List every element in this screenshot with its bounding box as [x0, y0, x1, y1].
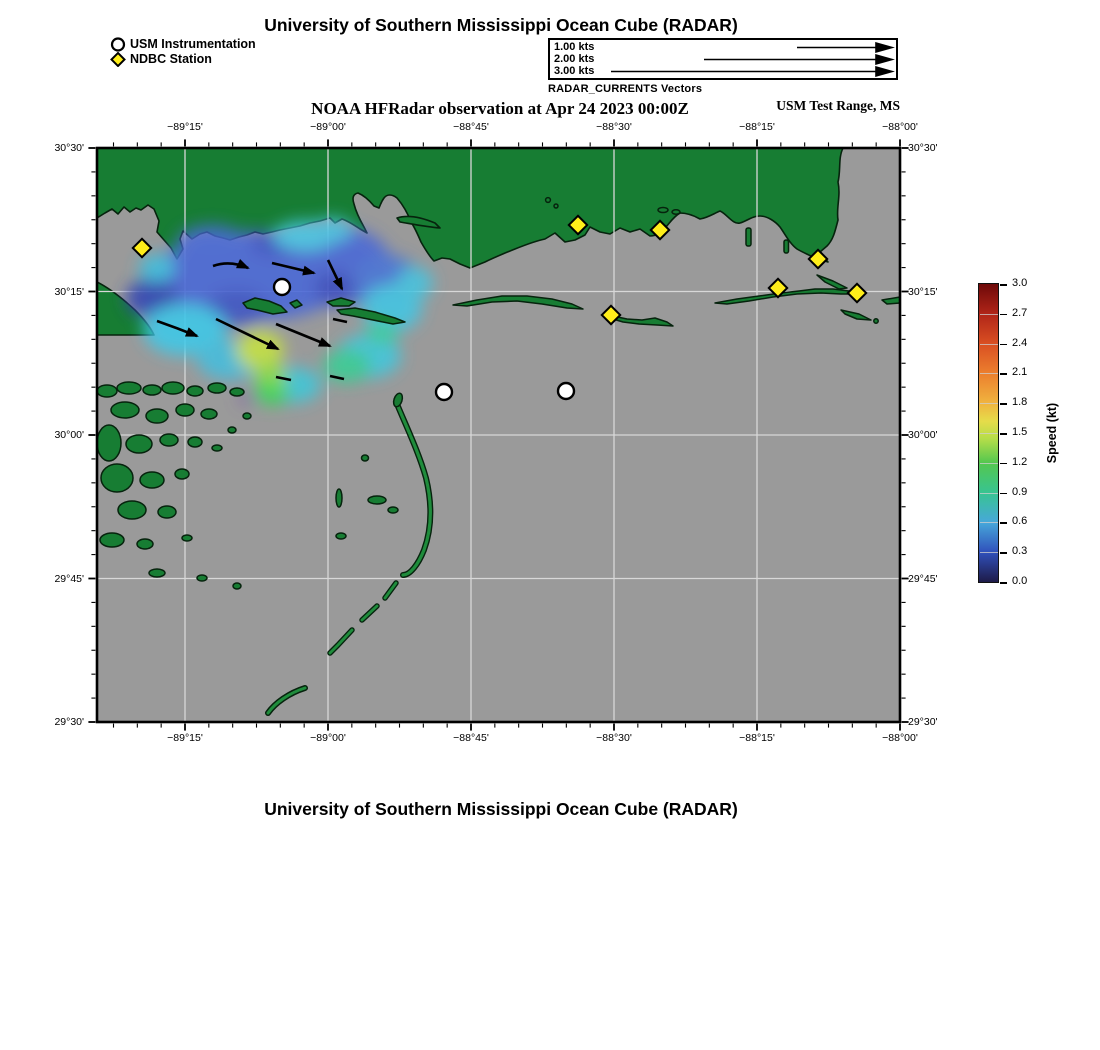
lat-tick-label-left: 30°15' [54, 285, 84, 298]
lon-tick-label-bottom: −89°00' [310, 732, 346, 744]
figure-title-bottom: University of Southern Mississippi Ocean Cube (RADAR) [264, 799, 738, 819]
lon-tick-label-bottom: −88°45' [453, 732, 489, 744]
usm-station-marker [558, 383, 574, 399]
lon-tick-label-top: −88°00' [882, 121, 918, 133]
colorbar-gridline [980, 463, 998, 464]
lat-tick-label-right: 29°45' [908, 572, 938, 585]
colorbar-gridline [980, 314, 998, 315]
colorbar-gridline [980, 373, 998, 374]
colorbar-tick-label: 1.2 [1012, 455, 1028, 468]
lat-tick-label-left: 30°30' [54, 142, 84, 154]
lon-tick-label-top: −89°00' [310, 121, 346, 133]
lon-tick-label-bottom: −88°00' [882, 732, 918, 744]
vector-scale-box [548, 38, 898, 80]
colorbar-title: Speed (kt) [1045, 402, 1059, 464]
vector-scale-1kt-label: 1.00 kts [554, 41, 595, 53]
colorbar-tick [1000, 314, 1007, 316]
lat-tick-label-right: 30°00' [908, 429, 938, 441]
colorbar-gridline [980, 493, 998, 494]
colorbar-gridline [980, 403, 998, 404]
colorbar-tick-label: 2.7 [1012, 306, 1028, 319]
usm-station-marker [274, 279, 290, 295]
legend-item-usm [110, 37, 256, 52]
lat-tick-label-right: 29°30' [908, 716, 938, 728]
lon-tick-label-top: −88°15' [739, 121, 775, 133]
ndbc-diamond-icon [110, 52, 127, 67]
colorbar-tick [1000, 552, 1007, 554]
lon-tick-label-bottom: −89°15' [167, 732, 203, 744]
vector-scale-caption: RADAR_CURRENTS Vectors [548, 83, 703, 95]
colorbar-tick-label: 1.5 [1012, 426, 1028, 438]
lat-tick-label-right: 30°30' [908, 142, 938, 154]
colorbar-tick-label: 0.0 [1012, 575, 1028, 587]
colorbar-tick [1000, 582, 1007, 584]
colorbar [978, 277, 1098, 603]
legend-usm-label: USM Instrumentation [130, 37, 256, 51]
colorbar-tick [1000, 373, 1007, 375]
colorbar-tick-label: 1.8 [1012, 396, 1028, 409]
colorbar-tick-label: 0.6 [1012, 515, 1028, 528]
vector-scale-3kt-label: 3.00 kts [554, 65, 595, 77]
legend-item-ndbc [110, 52, 256, 67]
colorbar-tick [1000, 344, 1007, 346]
legend-ndbc-label: NDBC Station [130, 52, 212, 66]
colorbar-tick [1000, 463, 1007, 465]
colorbar-tick-label: 3.0 [1012, 277, 1028, 289]
lon-tick-label-bottom: −88°15' [739, 732, 775, 744]
colorbar-gridline [980, 552, 998, 553]
colorbar-tick [1000, 433, 1007, 435]
usm-station-marker [436, 384, 452, 400]
lat-tick-label-left: 29°30' [54, 716, 84, 728]
figure-title-top: University of Southern Mississippi Ocean Cube (RADAR) [264, 15, 738, 35]
colorbar-tick [1000, 522, 1007, 524]
colorbar-gridline [980, 522, 998, 523]
colorbar-tick [1000, 493, 1007, 495]
colorbar-tick [1000, 403, 1007, 405]
colorbar-tick-label: 0.9 [1012, 485, 1028, 498]
vector-scale-arrows [550, 40, 896, 78]
vector-scale-2kt-label: 2.00 kts [554, 53, 595, 65]
map-canvas [87, 138, 910, 732]
lat-tick-label-right: 30°15' [908, 285, 938, 298]
colorbar-tick [1000, 284, 1007, 286]
colorbar-gridline [980, 344, 998, 345]
legend [110, 37, 256, 67]
lon-tick-label-top: −88°45' [453, 121, 489, 133]
colorbar-tick-label: 2.4 [1012, 336, 1028, 349]
usm-circle-icon [110, 37, 127, 52]
lat-tick-label-left: 30°00' [54, 429, 84, 441]
colorbar-tick-label: 0.3 [1012, 545, 1028, 558]
observation-subtitle: NOAA HFRadar observation at Apr 24 2023 00:00Z [311, 99, 689, 118]
region-label: USM Test Range, MS [776, 98, 900, 113]
lat-tick-label-left: 29°45' [54, 572, 84, 585]
colorbar-tick-label: 2.1 [1012, 366, 1028, 379]
lon-tick-label-bottom: −88°30' [596, 732, 632, 744]
lon-tick-label-top: −89°15' [167, 121, 203, 133]
lon-tick-label-top: −88°30' [596, 121, 632, 133]
colorbar-gridline [980, 433, 998, 434]
